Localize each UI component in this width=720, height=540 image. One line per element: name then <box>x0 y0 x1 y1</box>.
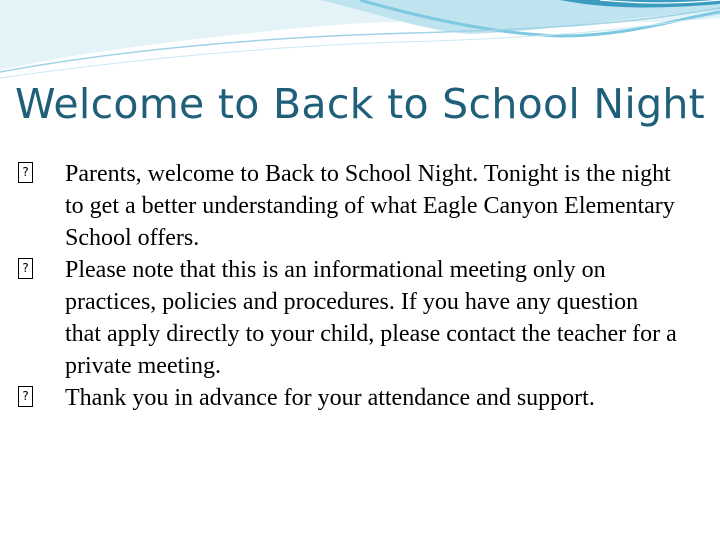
list-item <box>18 382 678 414</box>
bullet-text: Thank you in advance for your attendance and support. <box>65 385 595 411</box>
bullet-text: Please note that this is an informational meeting only on practices, policies and procedures. If you have any question that apply directly to your child, please contact the teacher for a private meeting. <box>65 257 677 379</box>
bullet-list <box>18 158 678 414</box>
bullet-text: Parents, welcome to Back to School Night. Tonight is the night to get a better understanding of what Eagle Canyon Elementary School offers. <box>65 161 675 251</box>
missing-glyph-bullet-icon <box>18 162 33 183</box>
list-item <box>18 254 678 382</box>
missing-glyph-bullet-icon <box>18 258 33 279</box>
slide-title: Welcome to Back to School Night <box>14 80 706 128</box>
missing-glyph-bullet-icon <box>18 386 33 407</box>
header-wave-decoration <box>0 0 720 90</box>
list-item <box>18 158 678 254</box>
